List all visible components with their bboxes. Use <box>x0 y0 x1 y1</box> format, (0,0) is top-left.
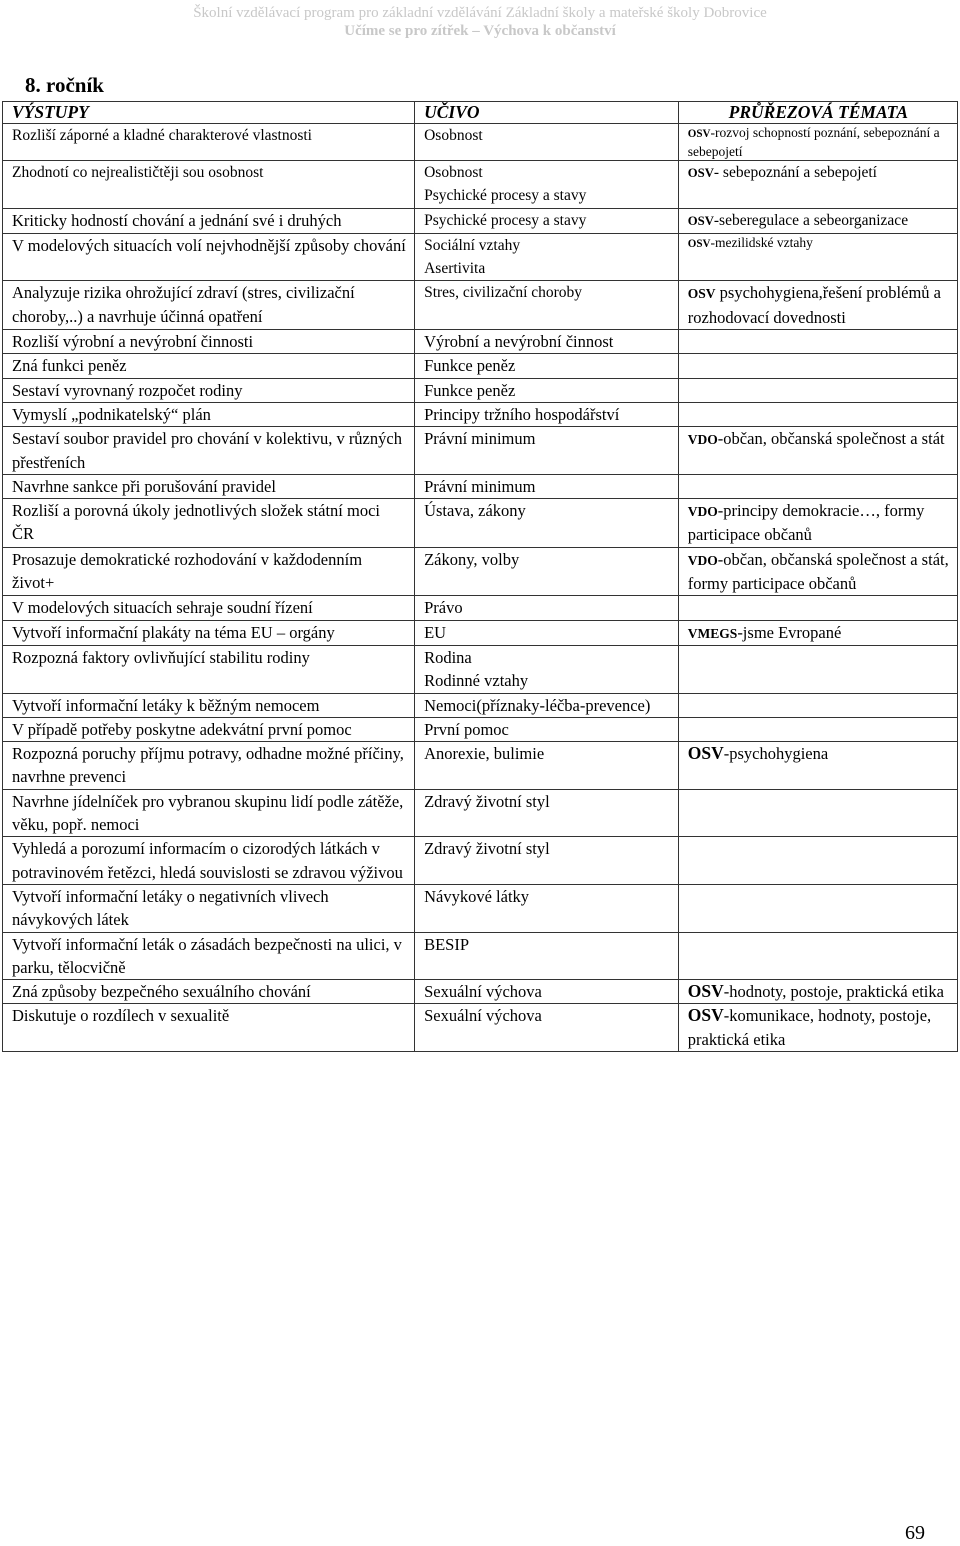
cell-prurezova-temata <box>678 124 957 161</box>
cell-vystupy: Vyhledá a porozumí informacím o cizorodých látkách v potravinovém řetězci, hledá souvislosti se zdravou výživou <box>3 837 415 885</box>
cell-vystupy: Vytvoří informační leták o zásadách bezpečnosti na ulici, v parku, tělocvičně <box>3 932 415 980</box>
cell-vystupy: Vytvoří informační letáky o negativních vlivech návykových látek <box>3 884 415 932</box>
cell-vystupy: V případě potřeby poskytne adekvátní první pomoc <box>3 717 415 741</box>
cell-ucivo: Stres, civilizační choroby <box>415 281 679 330</box>
cell-ucivo: Nemoci(příznaky-léčba-prevence) <box>415 693 679 717</box>
table-row <box>3 124 958 161</box>
table-header-row <box>3 102 958 124</box>
cell-prurezova-temata <box>678 596 957 620</box>
theme-prefix: VMEGS <box>687 625 738 641</box>
cell-prurezova-temata <box>678 474 957 498</box>
cell-prurezova-temata <box>678 742 957 790</box>
cell-vystupy: Zná způsoby bezpečného sexuálního chování <box>3 980 415 1004</box>
theme-prefix: OSV <box>687 237 711 250</box>
cell-prurezova-temata <box>678 233 957 281</box>
theme-text: -seberegulace a sebeorganizace <box>713 211 909 229</box>
cell-ucivo: EU <box>415 620 679 645</box>
table-row <box>3 596 958 620</box>
cell-ucivo: Sexuální výchova <box>415 1004 679 1052</box>
cell-ucivo: Právní minimum <box>415 427 679 475</box>
cell-ucivo: Sociální vztahy Asertivita <box>415 233 679 281</box>
cell-prurezova-temata <box>678 620 957 645</box>
table-row <box>3 427 958 475</box>
theme-prefix: OSV <box>687 743 724 764</box>
header-prurezova-temata: PRŮŘEZOVÁ TÉMATA <box>678 102 957 124</box>
cell-ucivo: Zdravý životní styl <box>415 837 679 885</box>
theme-prefix: OSV <box>687 286 716 302</box>
cell-ucivo: Osobnost Psychické procesy a stavy <box>415 161 679 209</box>
cell-vystupy: Vytvoří informační letáky k běžným nemocem <box>3 693 415 717</box>
cell-vystupy: Rozpozná faktory ovlivňující stabilitu rodiny <box>3 645 415 693</box>
cell-vystupy: Rozpozná poruchy příjmu potravy, odhadne možné příčiny, navrhne prevenci <box>3 742 415 790</box>
cell-ucivo: Právo <box>415 596 679 620</box>
grade-title: 8. ročník <box>25 73 104 97</box>
document-header <box>0 4 960 40</box>
table-row <box>3 233 958 281</box>
cell-prurezova-temata <box>678 837 957 885</box>
theme-text: -psychohygiena <box>723 744 829 764</box>
cell-ucivo: Zákony, volby <box>415 547 679 596</box>
cell-vystupy: Prosazuje demokratické rozhodování v každodenním život+ <box>3 547 415 596</box>
cell-ucivo: Rodina Rodinné vztahy <box>415 645 679 693</box>
table-row <box>3 742 958 790</box>
cell-vystupy: Vymyslí „podnikatelský“ plán <box>3 402 415 426</box>
cell-ucivo: Funkce peněz <box>415 378 679 402</box>
header-ucivo: UČIVO <box>415 102 679 124</box>
cell-ucivo: Výrobní a nevýrobní činnost <box>415 330 679 354</box>
cell-prurezova-temata <box>678 499 957 548</box>
cell-vystupy: Analyzuje rizika ohrožující zdraví (stres, civilizační choroby,..) a navrhuje účinná opatření <box>3 281 415 330</box>
cell-ucivo: Zdravý životní styl <box>415 789 679 837</box>
table-row <box>3 208 958 233</box>
cell-vystupy: Vytvoří informační plakáty na téma EU – orgány <box>3 620 415 645</box>
cell-prurezova-temata <box>678 427 957 475</box>
table-row <box>3 354 958 378</box>
cell-vystupy: Rozliší výrobní a nevýrobní činnosti <box>3 330 415 354</box>
cell-ucivo: První pomoc <box>415 717 679 741</box>
cell-vystupy: Sestaví soubor pravidel pro chování v kolektivu, v různých přestřeních <box>3 427 415 475</box>
theme-text: -jsme Evropané <box>737 622 842 642</box>
cell-vystupy: Diskutuje o rozdílech v sexualitě <box>3 1004 415 1052</box>
table-row <box>3 789 958 837</box>
header-line-2: Učíme se pro zítřek – Výchova k občanství <box>344 23 616 39</box>
cell-vystupy: Zhodnotí co nejrealističtěji sou osobnost <box>3 161 415 209</box>
theme-prefix: VDO <box>687 504 718 520</box>
cell-prurezova-temata <box>678 402 957 426</box>
table-row <box>3 980 958 1004</box>
theme-text: - sebepoznání a sebepojetí <box>713 164 877 181</box>
cell-prurezova-temata <box>678 645 957 693</box>
table-row <box>3 499 958 548</box>
theme-prefix: OSV <box>687 1005 724 1026</box>
cell-vystupy: Navrhne jídelníček pro vybranou skupinu lidí podle zátěže, věku, popř. nemoci <box>3 789 415 837</box>
header-vystupy: VÝSTUPY <box>3 102 415 124</box>
table-row <box>3 474 958 498</box>
theme-text: -principy demokracie…, formy participace občanů <box>687 501 925 545</box>
table-row <box>3 884 958 932</box>
theme-prefix: VDO <box>687 432 718 448</box>
cell-prurezova-temata <box>678 1004 957 1052</box>
cell-vystupy: Navrhne sankce při porušování pravidel <box>3 474 415 498</box>
cell-prurezova-temata <box>678 378 957 402</box>
theme-prefix: OSV <box>687 981 724 1002</box>
theme-text: -občan, občanská společnost a stát, formy participace občanů <box>687 549 949 594</box>
table-row <box>3 402 958 426</box>
cell-vystupy: Kriticky hodností chování a jednání své i druhých <box>3 208 415 233</box>
cell-prurezova-temata <box>678 161 957 209</box>
theme-prefix: OSV <box>687 128 711 140</box>
cell-prurezova-temata <box>678 547 957 596</box>
cell-vystupy: V modelových situacích sehraje soudní řízení <box>3 596 415 620</box>
cell-vystupy: V modelových situacích volí nejvhodnější způsoby chování <box>3 233 415 281</box>
cell-ucivo: Psychické procesy a stavy <box>415 208 679 233</box>
cell-ucivo: Sexuální výchova <box>415 980 679 1004</box>
cell-ucivo: Funkce peněz <box>415 354 679 378</box>
table-row <box>3 330 958 354</box>
theme-prefix: VDO <box>687 552 718 568</box>
table-row <box>3 693 958 717</box>
table-row <box>3 645 958 693</box>
cell-vystupy: Rozliší záporné a kladné charakterové vlastnosti <box>3 124 415 161</box>
table-row <box>3 837 958 885</box>
cell-vystupy: Rozliší a porovná úkoly jednotlivých složek státní moci ČR <box>3 499 415 548</box>
cell-prurezova-temata <box>678 789 957 837</box>
cell-prurezova-temata <box>678 932 957 980</box>
table-row <box>3 1004 958 1052</box>
table-row <box>3 161 958 209</box>
theme-text: -občan, občanská společnost a stát <box>717 429 945 449</box>
cell-vystupy: Sestaví vyrovnaný rozpočet rodiny <box>3 378 415 402</box>
curriculum-table <box>2 101 958 1052</box>
cell-ucivo: BESIP <box>415 932 679 980</box>
header-line-1: Školní vzdělávací program pro základní vzdělávání Základní školy a mateřské školy Dobrovice <box>193 5 767 21</box>
cell-vystupy: Zná funkci peněz <box>3 354 415 378</box>
cell-prurezova-temata <box>678 281 957 330</box>
cell-ucivo: Principy tržního hospodářství <box>415 402 679 426</box>
cell-prurezova-temata <box>678 884 957 932</box>
cell-ucivo: Anorexie, bulimie <box>415 742 679 790</box>
theme-prefix: OSV <box>687 166 714 180</box>
table-row <box>3 932 958 980</box>
cell-prurezova-temata <box>678 693 957 717</box>
cell-ucivo: Právní minimum <box>415 474 679 498</box>
theme-text: -komunikace, hodnoty, postoje, praktická etika <box>687 1006 932 1049</box>
table-row <box>3 547 958 596</box>
theme-text: -mezilidské vztahy <box>710 234 813 250</box>
cell-prurezova-temata <box>678 980 957 1004</box>
cell-ucivo: Ústava, zákony <box>415 499 679 548</box>
table-row <box>3 620 958 645</box>
theme-text: -hodnoty, postoje, praktická etika <box>723 982 944 1002</box>
cell-prurezova-temata <box>678 330 957 354</box>
cell-ucivo: Osobnost <box>415 124 679 161</box>
cell-prurezova-temata <box>678 208 957 233</box>
table-row <box>3 281 958 330</box>
table-row <box>3 378 958 402</box>
cell-prurezova-temata <box>678 717 957 741</box>
cell-ucivo: Návykové látky <box>415 884 679 932</box>
theme-text: psychohygiena,řešení problémů a rozhodovací dovednosti <box>687 283 941 327</box>
theme-prefix: OSV <box>687 213 714 228</box>
table-row <box>3 717 958 741</box>
theme-text: -rozvoj schopností poznání, sebepoznání a sebepojetí <box>687 125 940 159</box>
cell-prurezova-temata <box>678 354 957 378</box>
page-number: 69 <box>905 1522 925 1544</box>
